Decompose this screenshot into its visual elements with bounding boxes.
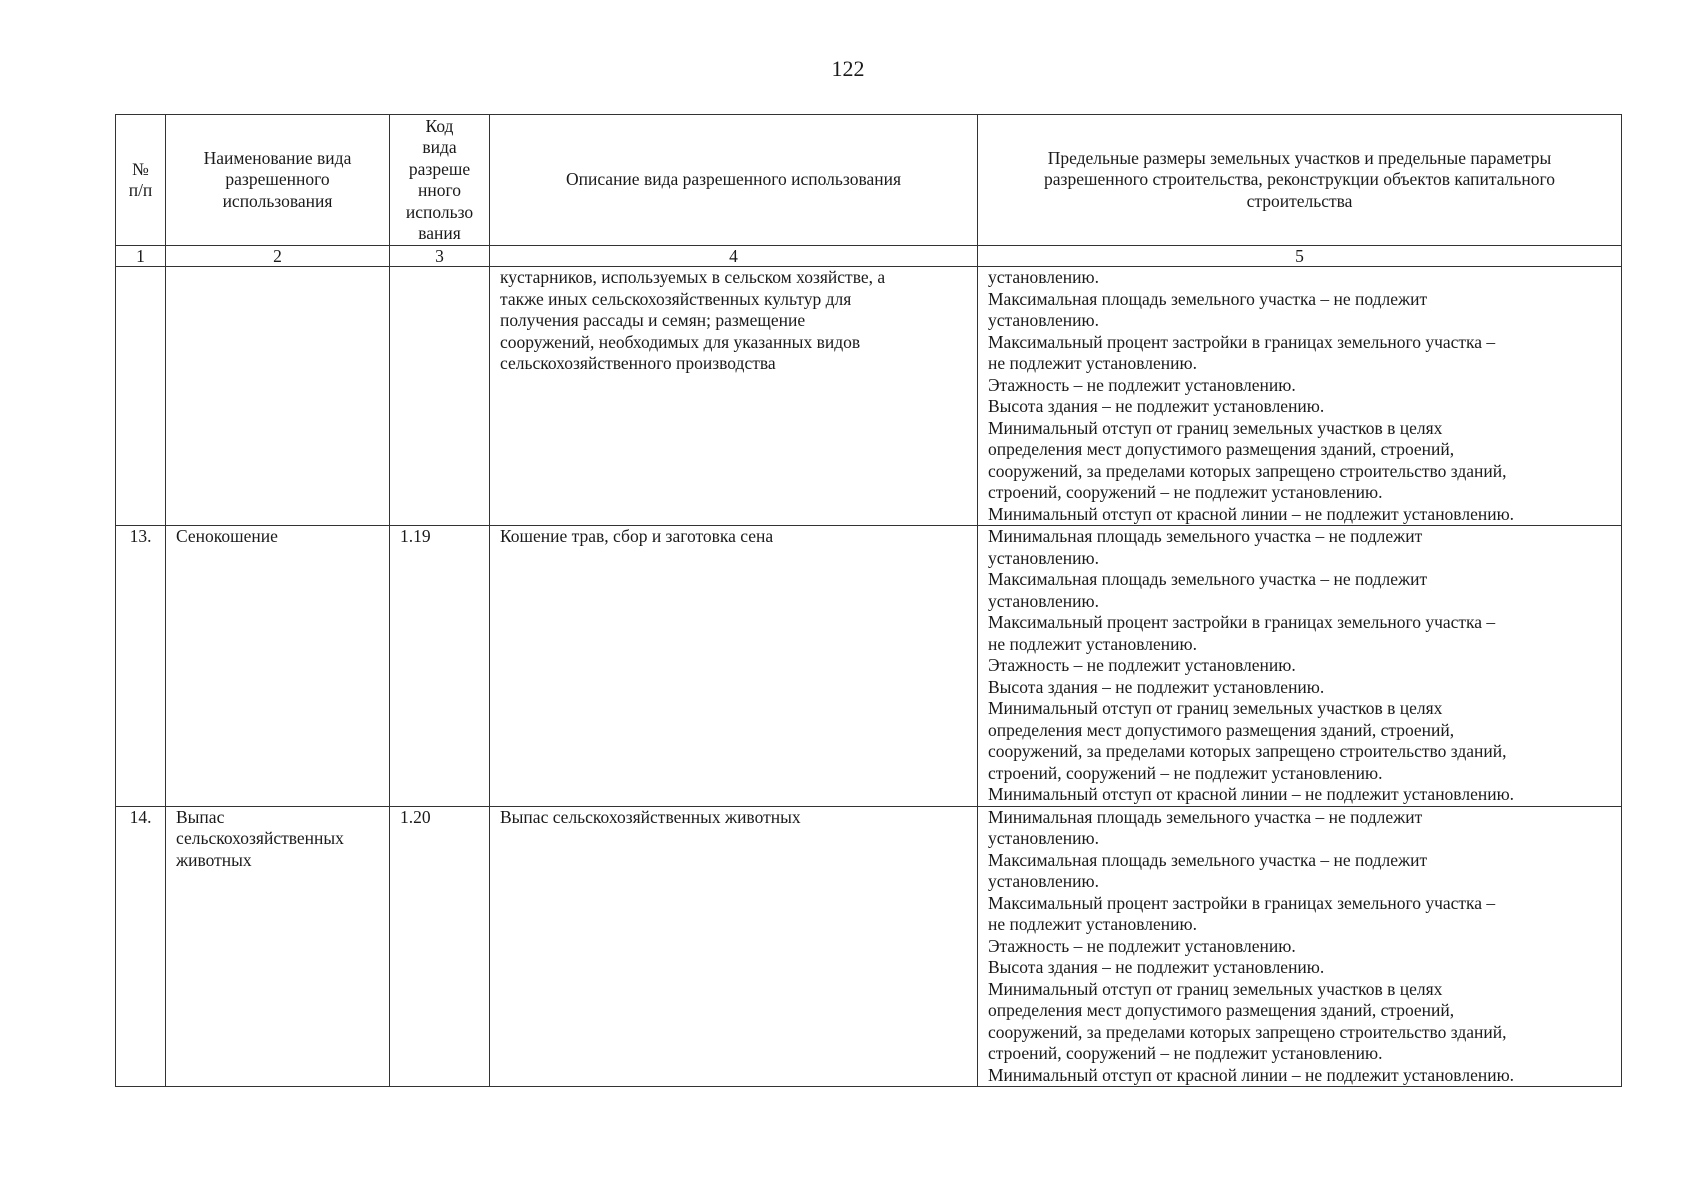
text-line: Этажность – не подлежит установлению. bbox=[988, 935, 1296, 956]
column-number: 5 bbox=[978, 246, 1622, 267]
text-line: сооружений, необходимых для указанных видов bbox=[500, 331, 861, 352]
text-line: вания bbox=[418, 223, 461, 243]
text-line: не подлежит установлению. bbox=[988, 914, 1197, 934]
row-use-description bbox=[490, 267, 978, 526]
text-line: Минимальный отступ от границ земельных участков в целях bbox=[988, 698, 1443, 718]
row-use-code bbox=[390, 267, 490, 526]
table-row bbox=[116, 267, 1622, 526]
row-use-description bbox=[490, 526, 978, 807]
text-line: Минимальный отступ от границ земельных участков в целях bbox=[988, 978, 1443, 999]
column-number: 4 bbox=[490, 246, 978, 267]
text-line: Минимальная площадь земельного участка – не подлежит bbox=[988, 806, 1423, 827]
text-line: Минимальный отступ от красной линии – не подлежит установлению. bbox=[988, 784, 1515, 804]
text-line: Максимальный процент застройки в границах земельного участка – bbox=[988, 892, 1496, 913]
text-line: Максимальная площадь земельного участка – не подлежит bbox=[988, 288, 1428, 309]
text-line: определения мест допустимого размещения зданий, строений, bbox=[988, 1000, 1455, 1020]
row-number: 14. bbox=[116, 806, 166, 1087]
text-line: Выпас сельскохозяйственных животных bbox=[500, 806, 801, 827]
column-number: 2 bbox=[166, 246, 390, 267]
text-line: установлению. bbox=[988, 310, 1099, 330]
text-line: Высота здания – не подлежит установлению. bbox=[988, 957, 1325, 977]
column-number-row bbox=[116, 246, 1622, 267]
text-line: строительства bbox=[1246, 190, 1353, 211]
text-line: разреше bbox=[408, 158, 471, 179]
text-line: Высота здания – не подлежит установлению. bbox=[988, 396, 1325, 416]
text-line: Код bbox=[425, 115, 454, 136]
text-line: сельскохозяйственного производства bbox=[500, 353, 776, 373]
page-number: 122 bbox=[831, 56, 865, 81]
text-line: сельскохозяйственных bbox=[176, 828, 344, 848]
text-line: Наименование вида bbox=[203, 147, 352, 168]
text-line: использования bbox=[222, 190, 333, 211]
text-line: разрешенного bbox=[225, 169, 330, 190]
row-number bbox=[116, 267, 166, 526]
column-number: 3 bbox=[390, 246, 490, 267]
text-line: Максимальный процент застройки в границах земельного участка – bbox=[988, 331, 1496, 352]
text-line: Кошение трав, сбор и заготовка сена bbox=[500, 526, 774, 546]
text-line: строений, сооружений – не подлежит установлению. bbox=[988, 762, 1383, 783]
text-line: установлению. bbox=[988, 871, 1099, 891]
table-header-row bbox=[116, 115, 1622, 246]
text-line: Минимальный отступ от красной линии – не подлежит установлению. bbox=[988, 503, 1515, 524]
text-line: не подлежит установлению. bbox=[988, 633, 1197, 654]
text-line: Описание вида разрешенного использования bbox=[565, 169, 902, 190]
row-use-name bbox=[166, 806, 390, 1087]
text-line: вида bbox=[422, 137, 457, 157]
text-line: Выпас bbox=[176, 806, 225, 827]
text-line: п/п bbox=[128, 180, 153, 200]
text-line: строений, сооружений – не подлежит установлению. bbox=[988, 1043, 1383, 1063]
row-use-code: 1.20 bbox=[390, 806, 490, 1087]
text-line: использо bbox=[405, 201, 474, 222]
header-use-description bbox=[490, 115, 978, 246]
text-line: определения мест допустимого размещения зданий, строений, bbox=[988, 439, 1455, 459]
text-line: сооружений, за пределами которых запрещено строительство зданий, bbox=[988, 741, 1507, 761]
text-line: строений, сооружений – не подлежит установлению. bbox=[988, 482, 1383, 502]
text-line: Этажность – не подлежит установлению. bbox=[988, 374, 1296, 395]
text-line: определения мест допустимого размещения зданий, строений, bbox=[988, 719, 1455, 740]
text-line: Предельные размеры земельных участков и предельные параметры bbox=[1047, 147, 1552, 168]
land-use-table bbox=[115, 114, 1622, 1087]
text-line: Максимальная площадь земельного участка – не подлежит bbox=[988, 849, 1428, 870]
text-line: установлению. bbox=[988, 590, 1099, 611]
text-line: разрешенного строительства, реконструкции объектов капитального bbox=[1044, 169, 1555, 190]
text-line: Минимальная площадь земельного участка – не подлежит bbox=[988, 526, 1423, 546]
text-line: Этажность – не подлежит установлению. bbox=[988, 655, 1296, 675]
text-line: Минимальный отступ от красной линии – не подлежит установлению. bbox=[988, 1064, 1515, 1085]
header-use-name bbox=[166, 115, 390, 246]
row-parameters bbox=[978, 806, 1622, 1087]
text-line: Максимальный процент застройки в границах земельного участка – bbox=[988, 612, 1496, 632]
text-line: Сенокошение bbox=[176, 526, 278, 546]
text-line: Высота здания – не подлежит установлению. bbox=[988, 676, 1325, 697]
header-parameters bbox=[978, 115, 1622, 246]
text-line: животных bbox=[176, 849, 252, 870]
text-line: сооружений, за пределами которых запрещено строительство зданий, bbox=[988, 460, 1507, 481]
text-line: установлению. bbox=[988, 547, 1099, 568]
row-use-name bbox=[166, 267, 390, 526]
row-parameters bbox=[978, 267, 1622, 526]
row-use-description bbox=[490, 806, 978, 1087]
row-number: 13. bbox=[116, 526, 166, 807]
text-line: Максимальная площадь земельного участка – не подлежит bbox=[988, 569, 1428, 589]
text-line: № bbox=[132, 158, 149, 179]
text-line: установлению. bbox=[988, 828, 1099, 848]
column-number: 1 bbox=[116, 246, 166, 267]
text-line: также иных сельскохозяйственных культур для bbox=[500, 288, 852, 309]
text-line: установлению. bbox=[988, 267, 1099, 287]
row-parameters bbox=[978, 526, 1622, 807]
header-number bbox=[116, 115, 166, 246]
table-row bbox=[116, 526, 1622, 807]
text-line: нного bbox=[418, 180, 461, 200]
table-row bbox=[116, 806, 1622, 1087]
row-use-name bbox=[166, 526, 390, 807]
text-line: получения рассады и семян; размещение bbox=[500, 310, 806, 330]
text-line: Минимальный отступ от границ земельных участков в целях bbox=[988, 417, 1443, 438]
row-use-code: 1.19 bbox=[390, 526, 490, 807]
header-use-code bbox=[390, 115, 490, 246]
text-line: сооружений, за пределами которых запрещено строительство зданий, bbox=[988, 1021, 1507, 1042]
text-line: кустарников, используемых в сельском хозяйстве, а bbox=[500, 267, 886, 287]
text-line: не подлежит установлению. bbox=[988, 353, 1197, 373]
